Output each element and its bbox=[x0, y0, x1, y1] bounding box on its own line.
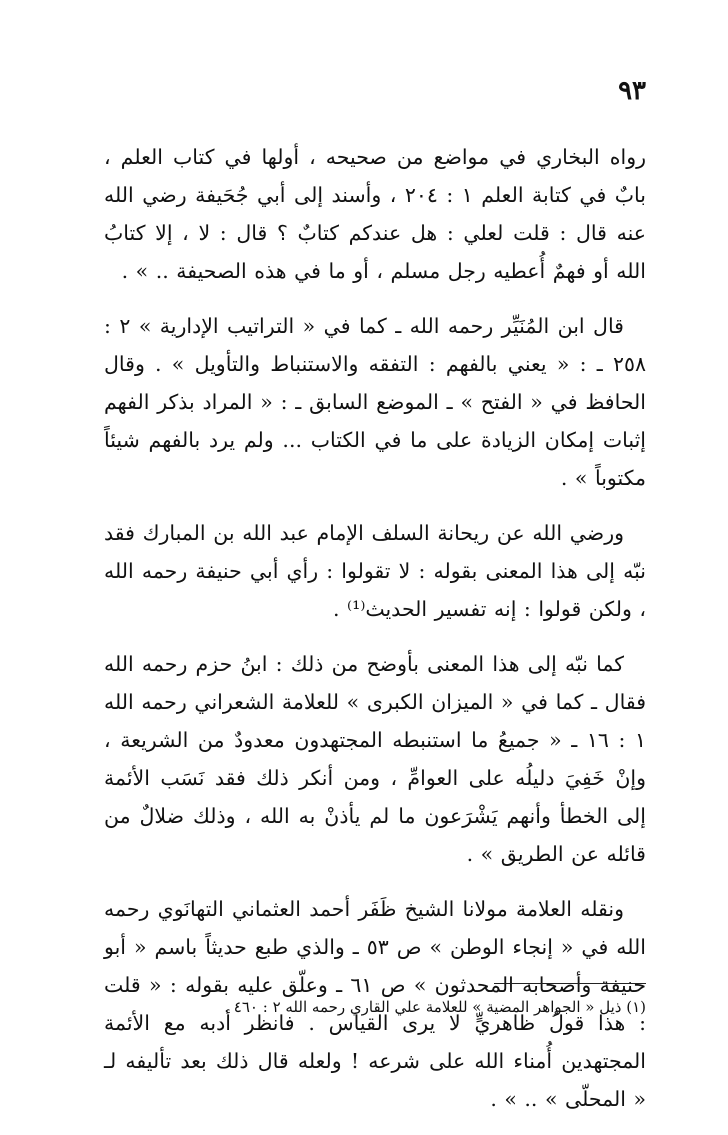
footnote: (١) ذيل « الجواهر المضية » للعلامة علي القاري رحمه الله ٢ : ٤٦٠ . bbox=[224, 998, 646, 1016]
main-text bbox=[104, 138, 646, 1135]
paragraph-ibn-mubarak: ورضي الله عن ريحانة السلف الإمام عبد الله بن المبارك فقد نبّه إلى هذا المعنى بقوله : لا تقولوا : رأي أبي حنيفة رحمه الله ، ولكن قولوا : إنه تفسير الحديث⁽¹⁾ . bbox=[104, 521, 646, 621]
page-number: ٩٣ bbox=[618, 76, 646, 106]
paragraph-thanawi: ونقله العلامة مولانا الشيخ ظَفَر أحمد العثماني التهانَوي رحمه الله في « إنجاء الوطن » ص ٥٣ ـ والذي طبع حديثاً باسم « أبو حنيفة وأصحابه المحدثون » ص ٦١ ـ وعلّق عليه بقوله : « قلت : هذا قولُ ظاهريٍّ لا يرى القياس . فانظر أدبه مع الأئمة المجتهدين أُمناء الله على شرعه ! ولعله قال ذلك بعد تأليفه لـ « المحلّى » .. » . bbox=[104, 897, 646, 1111]
paragraph-hadith-bukhari: رواه البخاري في مواضع من صحيحه ، أولها في كتاب العلم ، بابٌ في كتابة العلم ١ : ٢٠٤ ، وأسند إلى أبي جُحَيفة رضي الله عنه قال : قلت لعلي : هل عندكم كتابٌ ؟ قال : لا ، إلا كتابُ الله أو فهمٌ أُعطيه رجل مسلم ، أو ما في هذه الصحيفة .. » . bbox=[104, 145, 646, 283]
book-page bbox=[104, 0, 646, 1111]
footnote-divider bbox=[494, 983, 646, 984]
paragraph-ibn-munayyir: قال ابن المُنَيِّر رحمه الله ـ كما في « التراتيب الإدارية » ٢ : ٢٥٨ ـ : « يعني بالفهم : التفقه والاستنباط والتأويل » . وقال الحافظ في « الفتح » ـ الموضع السابق ـ : « المراد بذكر الفهم إثبات إمكان الزيادة على ما في الكتاب ... ولم يرد بالفهم شيئاً مكتوباً » . bbox=[104, 314, 646, 490]
paragraph-ibn-hazm: كما نبّه إلى هذا المعنى بأوضح من ذلك : ابنُ حزم رحمه الله فقال ـ كما في « الميزان الكبرى » للعلامة الشعراني رحمه الله ١ : ١٦ ـ « جميعُ ما استنبطه المجتهدون معدودٌ من الشريعة ، وإنْ خَفِيَ دليلُه على العوامِّ ، ومن أنكر ذلك فقد نَسَب الأئمة إلى الخطأ وأنهم يَشْرَعون ما لم يأذنْ به الله ، وذلك ضلالٌ من قائله عن الطريق » . bbox=[104, 652, 646, 866]
